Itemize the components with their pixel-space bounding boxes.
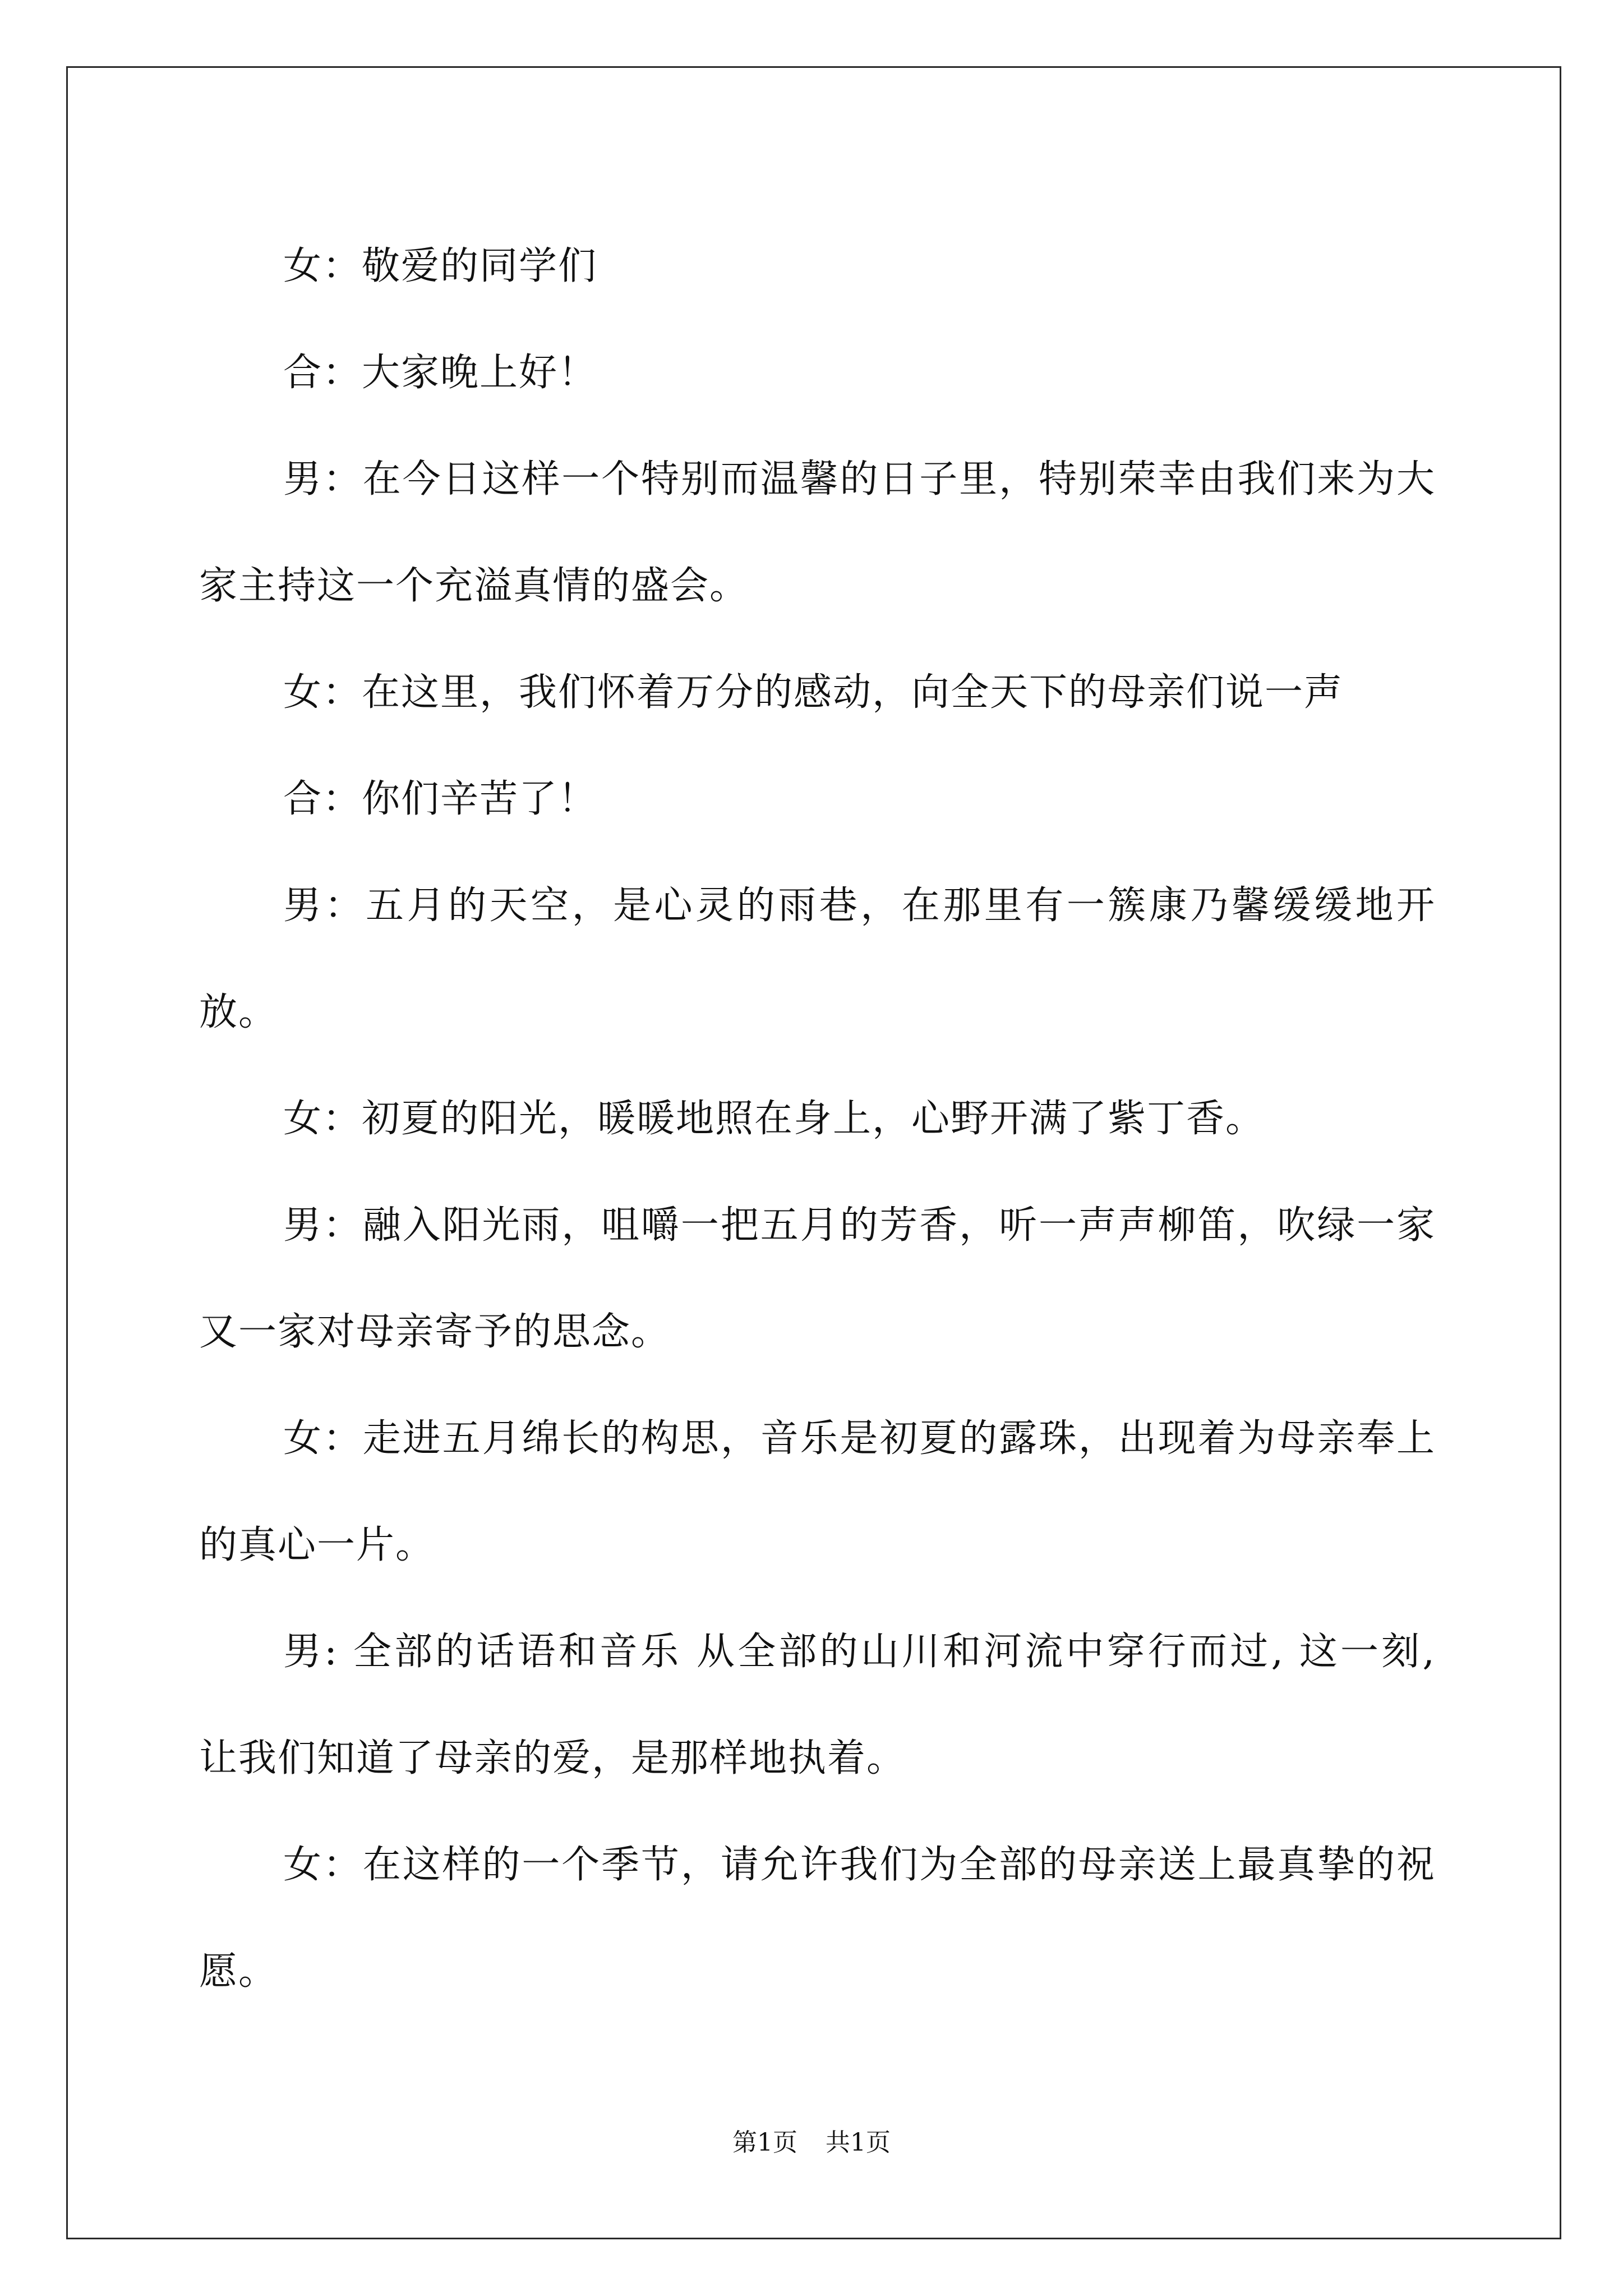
paragraph: 女：敬爱的同学们 bbox=[283, 244, 598, 288]
paragraph: 女：走进五月绵长的构思，音乐是初夏的露珠，出现着为母亲奉上的真心一片。 bbox=[199, 1416, 1436, 1567]
paragraph: 男：融入阳光雨，咀嚼一把五月的芳香，听一声声柳笛，吹绿一家又一家对母亲寄予的思念。 bbox=[199, 1203, 1436, 1354]
paragraph: 男：在今日这样一个特别而温馨的日子里，特别荣幸由我们来为大家主持这一个充溢真情的盛会。 bbox=[199, 457, 1436, 608]
paragraph: 女：在这样的一个季节，请允许我们为全部的母亲送上最真挚的祝愿。 bbox=[199, 1843, 1436, 1994]
page-footer bbox=[0, 2126, 1623, 2160]
paragraph: 合：你们辛苦了！ bbox=[283, 777, 598, 821]
paragraph: 男: 全部的话语和音乐 从全部的山川和河流中穿行而过, 这一刻, 让我们知道了母亲的爱，是那样地执着。 bbox=[199, 1630, 1436, 1780]
document-body bbox=[199, 213, 1436, 2025]
paragraph: 合：大家晚上好！ bbox=[283, 351, 598, 395]
page-number: 第1页 bbox=[732, 2128, 797, 2157]
paragraph: 女：初夏的阳光，暖暖地照在身上，心野开满了紫丁香。 bbox=[283, 1097, 1265, 1141]
paragraph: 女：在这里，我们怀着万分的感动，向全天下的母亲们说一声 bbox=[283, 670, 1344, 715]
page-total: 共1页 bbox=[826, 2128, 891, 2157]
paragraph: 男：五月的天空，是心灵的雨巷，在那里有一簇康乃馨缓缓地开放。 bbox=[199, 884, 1436, 1034]
